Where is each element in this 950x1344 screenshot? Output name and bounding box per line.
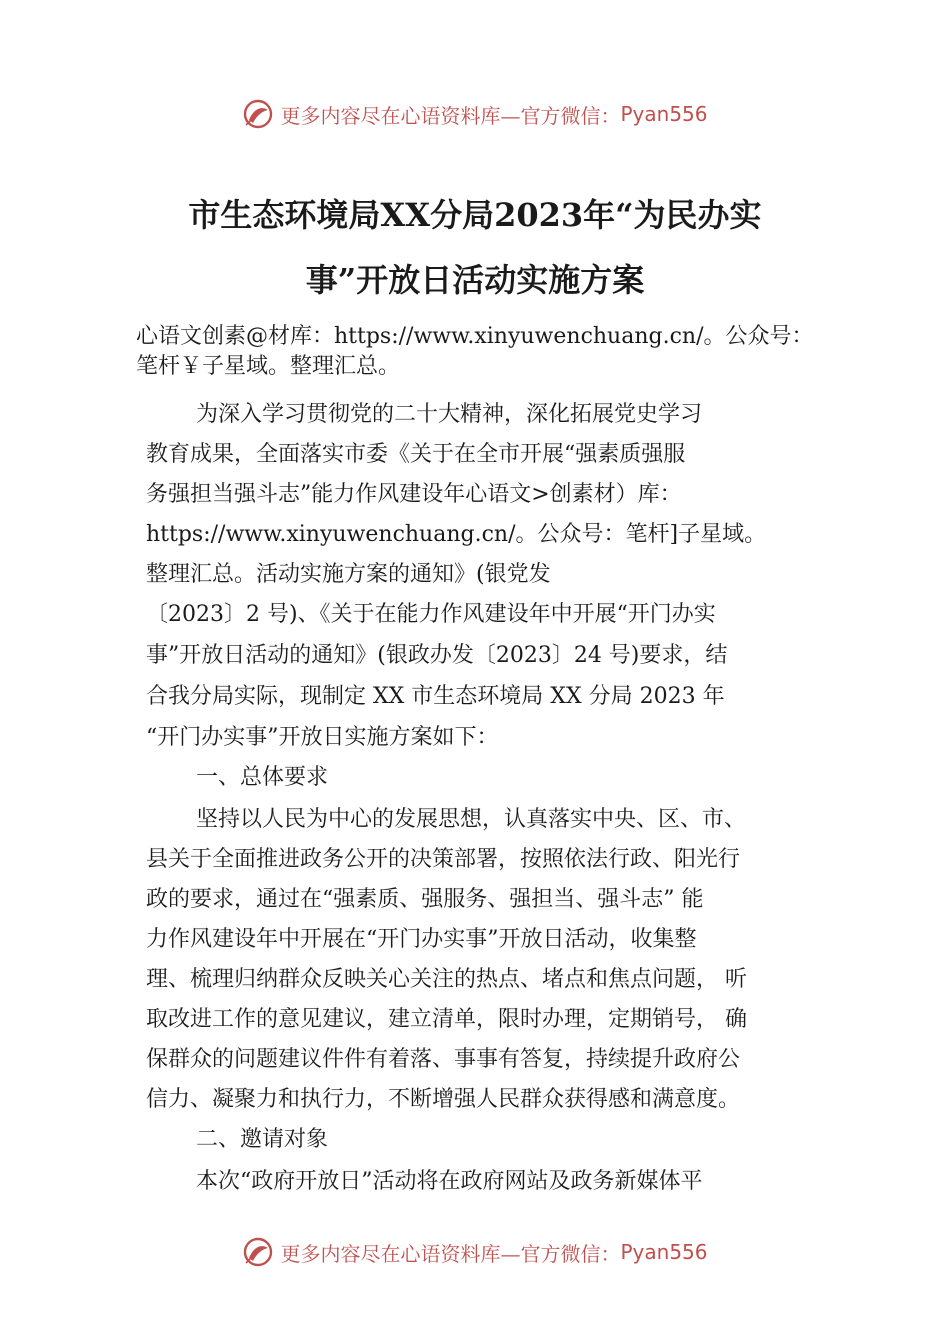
brand-logo-icon [242,98,274,130]
paragraph-2-line: 理、梳理归纳群众反映关心关注的热点、堵点和焦点问题， 听 [146,967,747,992]
section-heading-1: 一、总体要求 [196,765,329,790]
watermark-wechat-id: Pyan556 [620,1240,708,1264]
paragraph-2-line: 政的要求，通过在“强素质、强服务、强担当、强斗志” 能 [146,887,704,912]
paragraph-2-line: 取改进工作的意见建议，建立清单，限时办理，定期销号， 确 [146,1007,747,1032]
source-note-line-2: 笔杆￥子星域。整理汇总。 [136,354,401,379]
document-title-line-1: 市生态环境局XX分局2023年“为民办实 [188,196,762,234]
paragraph-3-line: 本次“政府开放日”活动将在政府网站及政务新媒体平 [196,1169,703,1194]
paragraph-1-line: 教育成果，全面落实市委《关于在全市开展“强素质强服 [146,442,686,467]
watermark-text: 更多内容尽在心语资料库—官方微信： [280,103,621,128]
watermark-banner-top [0,94,950,134]
paragraph-2-line: 保群众的问题建议件件有着落、事事有答复，持续提升政府公 [146,1047,741,1072]
paragraph-2-line: 信力、凝聚力和执行力，不断增强人民群众获得感和满意度。 [146,1087,741,1112]
document-title-line-2: 事”开放日活动实施方案 [305,261,645,299]
paragraph-1-line: 〔2023〕2 号)、《关于在能力作风建设年中开展“开门办实 [146,602,716,627]
paragraph-1-line: 为深入学习贯彻党的二十大精神，深化拓展党史学习 [196,402,703,427]
paragraph-2-line: 县关于全面推进政务公开的决策部署，按照依法行政、阳光行 [146,847,741,872]
paragraph-1-line: https://www.xinyuwenchuang.cn/。公众号：笔杆]子星域。 [146,522,767,547]
source-note-line-1: 心语文创素@材库：https://www.xinyuwenchuang.cn/。公众号： [136,324,814,349]
watermark-wechat-id: Pyan556 [620,102,708,126]
paragraph-2-line: 坚持以人民为中心的发展思想，认真落实中央、区、市、 [196,807,747,832]
watermark-banner-bottom [0,1232,950,1272]
paragraph-1-line: 事”开放日活动的通知》(银政办发〔2023〕24 号)要求，结 [146,643,728,668]
paragraph-1-line: 整理汇总。活动实施方案的通知》(银党发 [146,562,551,587]
paragraph-1-line: 合我分局实际，现制定 XX 市生态环境局 XX 分局 2023 年 [146,684,725,709]
brand-logo-icon [242,1236,274,1268]
watermark-text: 更多内容尽在心语资料库—官方微信： [280,1241,621,1266]
paragraph-1-line: “开门办实事”开放日实施方案如下： [146,725,499,750]
section-heading-2: 二、邀请对象 [196,1127,329,1152]
paragraph-2-line: 力作风建设年中开展在“开门办实事”开放日活动，收集整 [146,927,697,952]
paragraph-1-line: 务强担当强斗志”能力作风建设年心语文>创素材）库： [146,482,682,507]
